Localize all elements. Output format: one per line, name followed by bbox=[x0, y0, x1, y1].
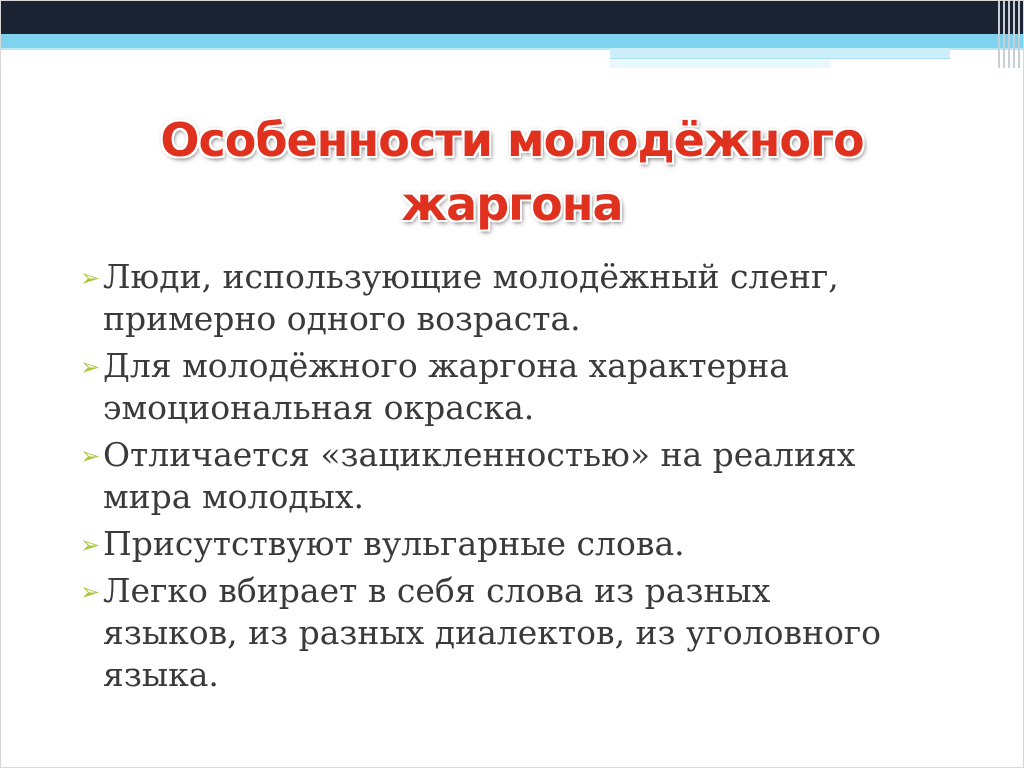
bullet-text: Отличается «зацикленностью» на реалиях мира молодых. bbox=[103, 435, 856, 516]
bullet-text: Люди, использующие молодёжный сленг, примерно одного возраста. bbox=[103, 257, 839, 338]
slide-title-line-2: жаргона bbox=[401, 177, 623, 231]
bullet-text: Присутствуют вульгарные слова. bbox=[103, 524, 685, 563]
arrowhead-bullet-icon: ➢ bbox=[80, 578, 101, 606]
slide-title bbox=[112, 108, 912, 236]
header-accent-step-2 bbox=[610, 60, 830, 68]
arrowhead-bullet-icon: ➢ bbox=[80, 353, 101, 381]
header-accent-step bbox=[610, 48, 950, 59]
bullet-list bbox=[74, 256, 974, 701]
header-dark-band bbox=[0, 0, 1024, 34]
arrowhead-bullet-icon: ➢ bbox=[80, 531, 101, 559]
arrowhead-bullet-icon: ➢ bbox=[80, 264, 101, 292]
arrowhead-bullet-icon: ➢ bbox=[80, 442, 101, 470]
bullet-text: Легко вбирает в себя слова из разных языков, из разных диалектов, из уголовного языка. bbox=[103, 571, 882, 694]
bullet-item bbox=[74, 434, 974, 518]
bullet-text: Для молодёжного жаргона характерна эмоциональная окраска. bbox=[103, 346, 789, 427]
bullet-item bbox=[74, 345, 974, 429]
bullet-item bbox=[74, 256, 974, 340]
header-blue-band bbox=[0, 34, 1024, 48]
slide-title-line-1: Особенности молодёжного bbox=[160, 113, 864, 167]
corner-stripes bbox=[994, 0, 1024, 68]
bullet-item bbox=[74, 570, 974, 696]
bullet-item bbox=[74, 523, 974, 565]
